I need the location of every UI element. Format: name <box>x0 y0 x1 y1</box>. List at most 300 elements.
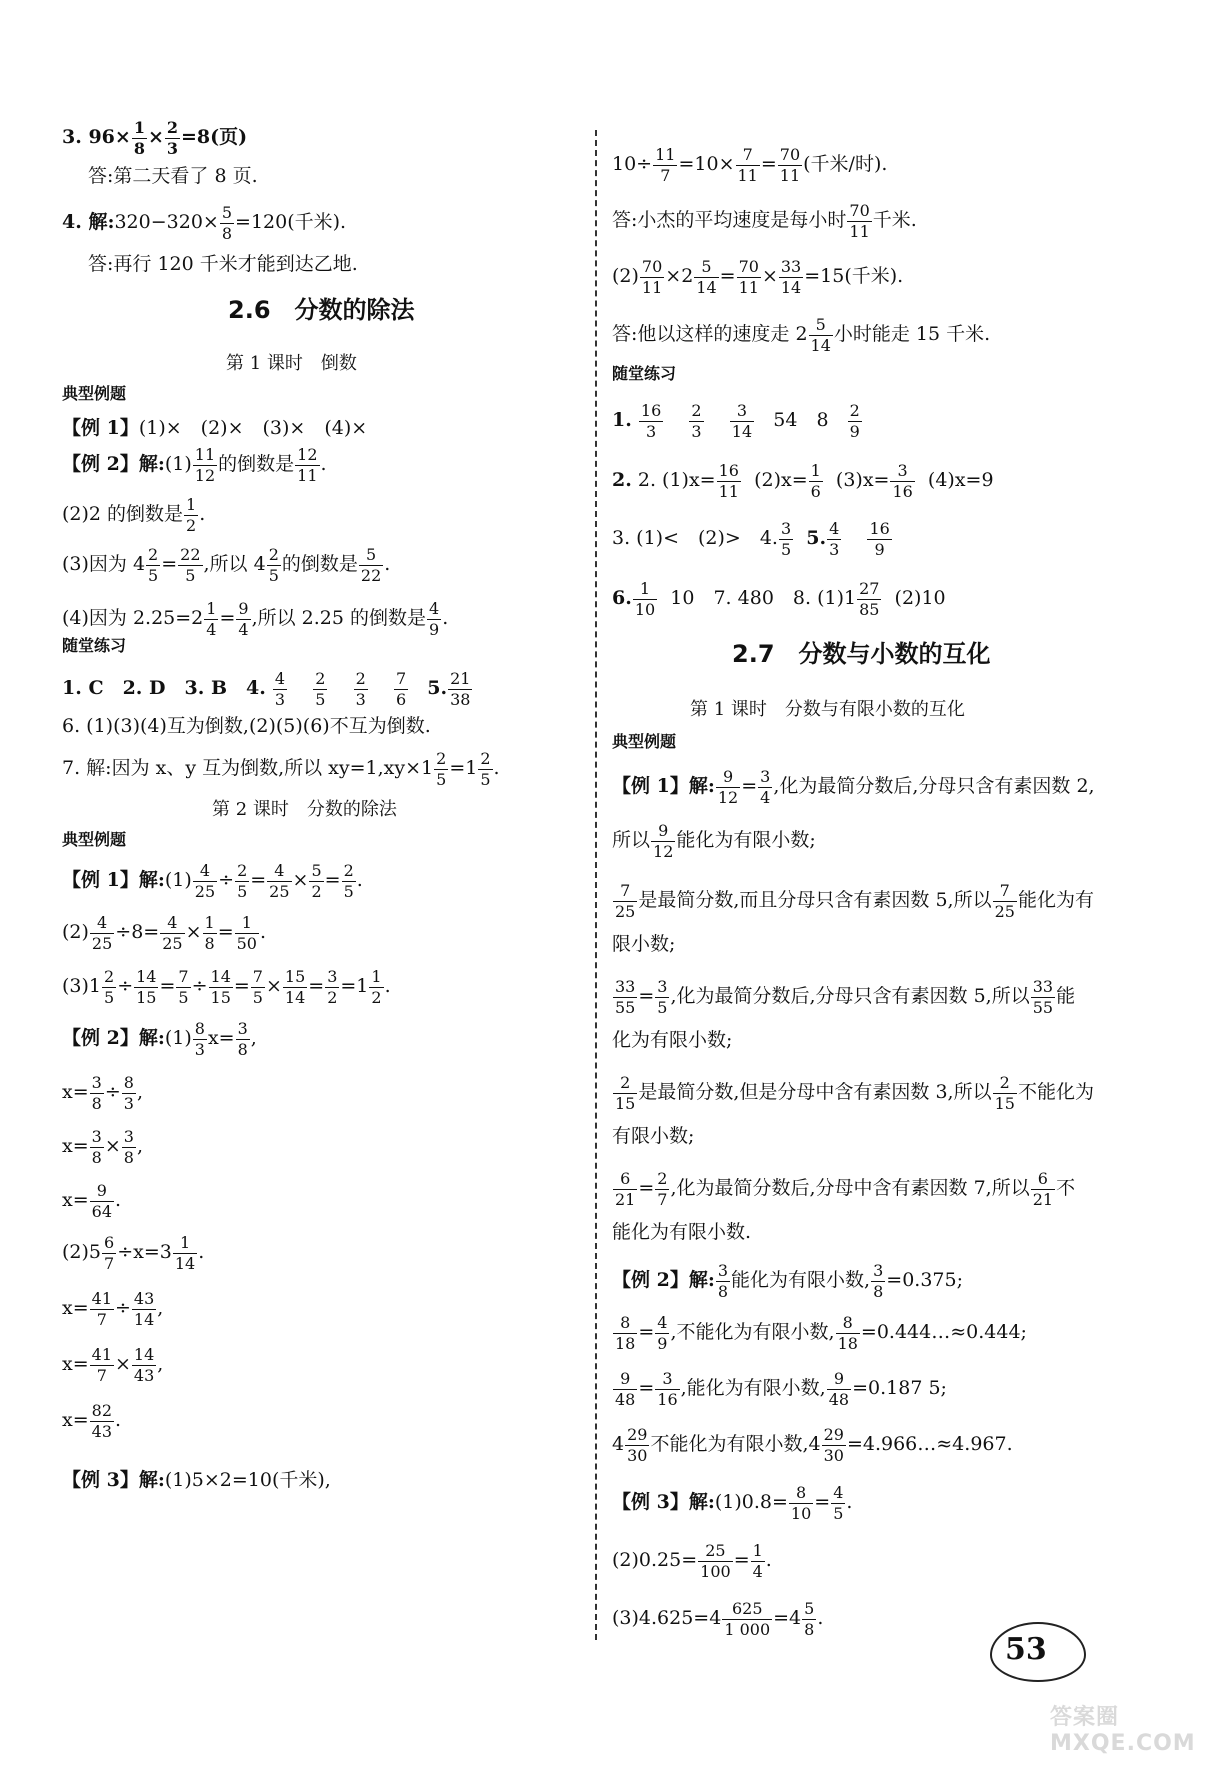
practice-1-5: 1. C 2. D 3. B 4. $\frac{4}{3}$ $\frac{2}{5}$ $\frac{2}{3}$ $\frac{7}{6}$ 5. $\frac{21}{38}$ <box>62 668 471 709</box>
fraction <box>613 1072 637 1113</box>
fraction-denominator: 25 <box>91 933 113 953</box>
fraction-denominator: 11 <box>849 221 870 241</box>
fraction-numerator: 5 <box>221 202 233 222</box>
fraction-numerator: 11 <box>655 144 676 164</box>
fraction <box>236 1018 250 1059</box>
fraction <box>689 400 703 441</box>
fraction-denominator: 5 <box>780 539 792 559</box>
fraction-numerator: 5 <box>311 860 322 880</box>
fraction-denominator: 5 <box>315 689 326 709</box>
fraction-denominator: 2 <box>311 881 322 901</box>
fraction <box>209 966 233 1007</box>
fraction <box>132 1288 156 1329</box>
fraction-numerator: 4 <box>657 1312 668 1332</box>
example-1-right-line-7: $\frac{2}{15}$ 是最简分数,但是分母中含有素因数 3,所以 $\frac{2}{15}$ 不能化为 <box>615 1072 1094 1113</box>
fraction <box>847 200 871 241</box>
subheading-practice-right: 随堂练习 <box>612 364 677 383</box>
fraction-numerator: 1 <box>633 581 657 600</box>
practice-right-6-8: 6. $\frac{1}{10}$ 10 7. 480 8. (1)1 $\frac{27}{85}$ (2)10 <box>612 578 946 619</box>
fraction-numerator: 3 <box>760 766 771 786</box>
fraction-denominator: 11 <box>641 277 663 297</box>
fraction-numerator: 22 <box>180 544 201 564</box>
fraction <box>655 1368 679 1409</box>
fraction <box>267 860 291 901</box>
example-2-part-2: (2)2 的倒数是 $\frac{1}{2}$ . <box>62 494 206 535</box>
answer-3: 3. 96× $\frac{1}{8}$ × $\frac{2}{3}$ =8(页) <box>62 117 248 158</box>
fraction-denominator: 11 <box>718 481 739 501</box>
fraction-denominator: 21 <box>615 1189 636 1209</box>
fraction <box>993 1072 1017 1113</box>
fraction-denominator: 9 <box>657 1333 668 1353</box>
fraction-denominator: 100 <box>700 1561 731 1581</box>
fraction <box>778 144 802 185</box>
fraction <box>448 668 472 709</box>
fraction-numerator: 1 <box>204 912 215 932</box>
fraction-denominator: 3 <box>691 421 702 441</box>
fraction-denominator: 38 <box>450 689 471 709</box>
fraction-denominator: 6 <box>395 689 407 709</box>
example-1-part-1: 【例 1】解:(1) $\frac{4}{25}$ ÷ $\frac{2}{5}$ = $\frac{4}{25}$ × $\frac{5}{2}$ = $\frac{2}{5}$ . <box>62 860 363 901</box>
fraction <box>625 1424 649 1465</box>
fraction-denominator: 14 <box>810 335 831 355</box>
fraction-numerator: 4 <box>429 598 440 618</box>
fraction-numerator: 1 <box>752 1540 763 1560</box>
fraction <box>146 544 160 585</box>
section-title-2-7: 2.7 分数与小数的互化 <box>732 640 991 668</box>
fraction <box>359 544 383 585</box>
fraction-numerator: 8 <box>194 1018 205 1038</box>
fraction-denominator: 4 <box>752 1561 763 1581</box>
fraction-denominator: 25 <box>269 881 290 901</box>
fraction-denominator: 8 <box>204 933 215 953</box>
fraction-numerator: 2 <box>691 400 702 420</box>
fraction-numerator: 29 <box>627 1424 648 1444</box>
fraction-numerator: 82 <box>91 1400 112 1420</box>
example-1-right-line-3: $\frac{7}{25}$ 是最简分数,而且分母只含有素因数 5,所以 $\frac{7}{25}$ 能化为有 <box>615 880 1094 921</box>
fraction-denominator: 2 <box>327 987 338 1007</box>
fraction <box>871 1260 885 1301</box>
fraction-denominator: 7 <box>96 1365 107 1385</box>
fraction-numerator: 33 <box>1032 976 1054 996</box>
fraction-numerator: 8 <box>789 1485 813 1504</box>
fraction-denominator: 64 <box>91 1201 112 1221</box>
fraction-numerator: 2 <box>237 860 248 880</box>
fraction-numerator: 3 <box>780 518 792 538</box>
fraction-denominator: 25 <box>162 933 183 953</box>
fraction-numerator: 7 <box>613 883 637 902</box>
fraction-denominator: 8 <box>91 1093 102 1113</box>
watermark-logo: 答案圈 MXQE.COM <box>1050 1705 1196 1756</box>
lesson-title-2: 第 2 课时 分数的除法 <box>212 799 397 820</box>
fraction-denominator: 5 <box>833 1503 844 1523</box>
fraction <box>369 966 383 1007</box>
fraction <box>478 748 492 789</box>
fraction-denominator: 8 <box>804 1619 815 1639</box>
fraction-denominator: 5 <box>343 881 354 901</box>
example-3-answer-2: 答:他以这样的速度走 2 $\frac{5}{14}$ 小时能走 15 千米. <box>612 314 991 355</box>
subheading-practice: 随堂练习 <box>62 636 127 655</box>
example-2-eq-2: (2)5 $\frac{6}{7}$ ÷x=3 $\frac{1}{14}$ . <box>62 1232 205 1273</box>
fraction <box>639 400 663 441</box>
fraction-denominator: 10 <box>634 599 656 619</box>
fraction-numerator: 4 <box>193 863 217 882</box>
fraction-numerator: 3 <box>657 976 668 996</box>
fraction <box>633 578 657 619</box>
fraction-numerator: 9 <box>238 598 249 618</box>
fraction <box>730 400 754 441</box>
section-title-2-6: 2.6 分数的除法 <box>228 296 415 324</box>
fraction-denominator: 2 <box>186 515 197 535</box>
fraction <box>651 820 675 861</box>
example-2-part-3: (3)因为 4 $\frac{2}{5}$ = $\frac{22}{5}$ ,所以 4 $\frac{2}{5}$ 的倒数是 $\frac{5}{22}$ . <box>62 544 391 585</box>
fraction-numerator: 6 <box>613 1171 637 1190</box>
fraction <box>193 444 217 485</box>
example-2-right-line-4: 4 $\frac{29}{30}$ 不能化为有限小数,4 $\frac{29}{30}$ =4.966…≈4.967. <box>612 1424 1013 1465</box>
fraction <box>193 1018 207 1059</box>
fraction <box>90 1072 104 1113</box>
fraction <box>822 1424 846 1465</box>
example-2-step-c: x= $\frac{9}{64}$ . <box>62 1180 122 1221</box>
fraction-denominator: 3 <box>645 421 657 441</box>
fraction-numerator: 3 <box>655 1371 679 1390</box>
fraction <box>434 748 448 789</box>
fraction <box>613 1368 637 1409</box>
fraction-denominator: 12 <box>717 787 739 807</box>
fraction-numerator: 5 <box>359 547 383 566</box>
fraction <box>325 966 339 1007</box>
fraction-denominator: 11 <box>738 277 759 297</box>
subheading-typical-examples-right: 典型例题 <box>612 732 677 751</box>
fraction <box>90 1288 114 1329</box>
fraction-numerator: 1 <box>810 460 821 480</box>
fraction <box>102 966 116 1007</box>
fraction-denominator: 4 <box>760 787 771 807</box>
fraction <box>890 460 914 501</box>
fraction <box>90 912 114 953</box>
fraction-denominator: 7 <box>96 1309 107 1329</box>
fraction-denominator: 8 <box>221 223 233 243</box>
fraction-numerator: 70 <box>849 200 870 220</box>
fraction-numerator: 25 <box>698 1543 733 1562</box>
fraction <box>751 1540 765 1581</box>
fraction-denominator: 11 <box>297 465 318 485</box>
fraction <box>309 860 323 901</box>
fraction <box>132 1344 156 1385</box>
fraction-numerator: 1 <box>173 1235 197 1254</box>
fraction-numerator: 70 <box>641 256 663 276</box>
fraction <box>836 1312 860 1353</box>
fraction <box>655 1168 669 1209</box>
example-3-speed: 10÷ $\frac{11}{7}$ =10× $\frac{7}{11}$ = $\frac{70}{11}$ (千米/时). <box>612 144 888 185</box>
fraction-denominator: 5 <box>178 987 189 1007</box>
fraction-denominator: 48 <box>828 1389 850 1409</box>
fraction <box>698 1540 733 1581</box>
fraction-numerator: 70 <box>779 144 801 164</box>
fraction-numerator: 9 <box>827 1371 851 1390</box>
fraction <box>90 1126 104 1167</box>
fraction-numerator: 4 <box>274 668 286 688</box>
fraction-denominator: 8 <box>133 138 145 158</box>
fraction-numerator: 1 <box>235 915 259 934</box>
fraction <box>235 912 259 953</box>
fraction-denominator: 3 <box>194 1039 205 1059</box>
fraction-numerator: 3 <box>717 1260 729 1280</box>
fraction-numerator: 7 <box>736 147 760 166</box>
fraction <box>102 1232 116 1273</box>
fraction <box>122 1126 136 1167</box>
fraction <box>827 1368 851 1409</box>
example-1-right-line-5: $\frac{33}{55}$ = $\frac{3}{5}$ ,化为最简分数后,分母只含有素因数 5,所以 $\frac{33}{55}$ 能 <box>615 976 1076 1017</box>
fraction-denominator: 8 <box>91 1147 102 1167</box>
fraction-numerator: 12 <box>297 444 318 464</box>
fraction-numerator: 4 <box>833 1482 844 1502</box>
fraction-denominator: 55 <box>1032 997 1054 1017</box>
fraction-denominator: 8 <box>717 1281 729 1301</box>
fraction <box>1031 976 1055 1017</box>
fraction-numerator: 5 <box>809 317 833 336</box>
fraction-numerator: 2 <box>436 748 447 768</box>
fraction <box>132 117 147 158</box>
example-2-right-line-2: $\frac{8}{18}$ = $\frac{4}{9}$ ,不能化为有限小数, $\frac{8}{18}$ =0.444…≈0.444; <box>615 1312 1027 1353</box>
example-3-right-line-3: (3)4.625=4 $\frac{625}{1 000}$ =4 $\frac{5}{8}$ . <box>612 1598 824 1639</box>
fraction-denominator: 5 <box>185 565 196 585</box>
fraction-numerator: 3 <box>123 1126 134 1146</box>
fraction-denominator: 3 <box>355 689 366 709</box>
fraction-numerator: 2 <box>268 544 279 564</box>
fraction <box>867 518 891 559</box>
column-divider <box>595 130 597 1640</box>
example-2-right-line-1: 【例 2】解: $\frac{3}{8}$ 能化为有限小数, $\frac{3}{8}$ =0.375; <box>612 1260 963 1301</box>
fraction-denominator: 9 <box>429 619 440 639</box>
fraction-denominator: 15 <box>615 1093 636 1113</box>
answer-3-conclusion: 答:第二天看了 8 页. <box>88 165 258 187</box>
example-2-part-1: 【例 2】解:(1) $\frac{11}{12}$ 的倒数是 $\frac{12}{11}$ . <box>62 444 327 485</box>
example-2-part-4: (4)因为 2.25=2 $\frac{1}{4}$ = $\frac{9}{4}$ ,所以 2.25 的倒数是 $\frac{4}{9}$ . <box>62 598 449 639</box>
lesson-title-2-7-1: 第 1 课时 分数与有限小数的互化 <box>690 699 965 720</box>
fraction <box>220 202 234 243</box>
fraction-denominator: 21 <box>1032 1189 1054 1209</box>
fraction <box>613 1168 637 1209</box>
fraction-numerator: 29 <box>823 1424 844 1444</box>
example-1-right-line-9: $\frac{6}{21}$ = $\frac{2}{7}$ ,化为最简分数后,分母中含有素因数 7,所以 $\frac{6}{21}$ 不 <box>615 1168 1076 1209</box>
fraction <box>716 1260 730 1301</box>
subheading-typical-examples: 典型例题 <box>62 384 127 403</box>
fraction <box>655 976 669 1017</box>
fraction <box>716 766 740 807</box>
fraction-numerator: 15 <box>284 966 306 986</box>
fraction-numerator: 5 <box>804 1598 815 1618</box>
fraction <box>694 256 718 297</box>
fraction <box>295 444 319 485</box>
fraction-denominator: 15 <box>210 987 231 1007</box>
fraction <box>173 1232 197 1273</box>
fraction-numerator: 9 <box>651 823 675 842</box>
fraction-denominator: 11 <box>779 165 801 185</box>
fraction-numerator: 3 <box>730 403 754 422</box>
fraction-numerator: 5 <box>694 259 718 278</box>
fraction-numerator: 16 <box>869 518 890 538</box>
fraction-numerator: 1 <box>133 117 145 137</box>
example-1: 【例 1】(1)× (2)× (3)× (4)× <box>62 417 368 439</box>
fraction-denominator: 30 <box>823 1445 844 1465</box>
fraction <box>789 1482 813 1523</box>
fraction-numerator: 2 <box>166 117 179 137</box>
fraction-denominator: 14 <box>284 987 306 1007</box>
example-3-answer-1: 答:小杰的平均速度是每小时 $\frac{70}{11}$ 千米. <box>612 200 917 241</box>
fraction-numerator: 6 <box>104 1232 115 1252</box>
fraction-denominator: 48 <box>615 1389 636 1409</box>
example-3-right-line-1: 【例 3】解:(1)0.8= $\frac{8}{10}$ = $\frac{4}{5}$ . <box>612 1482 853 1523</box>
fraction <box>640 256 664 297</box>
example-1-part-3: (3)1 $\frac{2}{5}$ ÷ $\frac{14}{15}$ = $\frac{7}{5}$ ÷ $\frac{14}{15}$ = $\frac{7}{5}$ × $\frac{15}{14}$ = $\frac{3}{2}$ =1 $\frac{1}{2}$ . <box>62 966 391 1007</box>
fraction-denominator: 5 <box>252 987 263 1007</box>
fraction-denominator: 11 <box>737 165 758 185</box>
fraction-denominator: 7 <box>657 1189 668 1209</box>
fraction-numerator: 4 <box>90 915 114 934</box>
example-2-eq-1: 【例 2】解:(1) $\frac{8}{3}$ x= $\frac{3}{8}$ , <box>62 1018 257 1059</box>
fraction-numerator: 16 <box>718 460 739 480</box>
fraction-denominator: 16 <box>657 1389 678 1409</box>
fraction <box>802 1598 816 1639</box>
fraction-numerator: 41 <box>91 1288 112 1308</box>
fraction-denominator: 4 <box>238 619 249 639</box>
fraction-denominator: 3 <box>829 539 840 559</box>
fraction-numerator: 1 <box>206 598 217 618</box>
example-2-step-b: x= $\frac{3}{8}$ × $\frac{3}{8}$ , <box>62 1126 143 1167</box>
fraction-numerator: 8 <box>123 1072 134 1092</box>
fraction <box>165 117 180 158</box>
subheading-typical-examples-2: 典型例题 <box>62 830 127 849</box>
fraction-numerator: 43 <box>133 1288 155 1308</box>
fraction-numerator: 7 <box>252 966 263 986</box>
example-2-step-f: x= $\frac{82}{43}$ . <box>62 1400 122 1441</box>
fraction-denominator: 55 <box>615 997 636 1017</box>
fraction-numerator: 2 <box>657 1168 668 1188</box>
fraction <box>193 860 217 901</box>
fraction <box>737 256 761 297</box>
fraction-numerator: 27 <box>859 578 880 598</box>
fraction-numerator: 625 <box>722 1601 772 1620</box>
fraction-numerator: 2 <box>315 668 326 688</box>
practice-7: 7. 解:因为 x、y 互为倒数,所以 xy=1,xy×1 $\frac{2}{5}$ =1 $\frac{2}{5}$ . <box>62 748 500 789</box>
fraction-denominator: 8 <box>237 1039 248 1059</box>
example-3-part-2: (2) $\frac{70}{11}$ ×2 $\frac{5}{14}$ = $\frac{70}{11}$ × $\frac{33}{14}$ =15(千米). <box>612 256 904 297</box>
fraction-denominator: 5 <box>148 565 159 585</box>
lesson-title-1: 第 1 课时 倒数 <box>226 353 357 374</box>
fraction <box>653 144 677 185</box>
fraction-numerator: 8 <box>613 1315 637 1334</box>
fraction <box>267 544 281 585</box>
practice-right-1: 1. $\frac{16}{3}$ $\frac{2}{3}$ $\frac{3}{14}$ 54 8 $\frac{2}{9}$ <box>612 400 860 441</box>
fraction-denominator: 7 <box>660 165 671 185</box>
fraction-numerator: 2 <box>104 966 115 986</box>
example-3-part-1: 【例 3】解:(1)5×2=10(千米), <box>62 1469 331 1491</box>
fraction-denominator: 50 <box>236 933 257 953</box>
fraction-numerator: 33 <box>780 256 802 276</box>
fraction-numerator: 1 <box>371 966 382 986</box>
fraction-denominator: 5 <box>268 565 279 585</box>
fraction <box>993 880 1017 921</box>
fraction-numerator: 1 <box>186 494 197 514</box>
fraction-denominator: 5 <box>104 987 115 1007</box>
fraction <box>204 598 218 639</box>
practice-right-3-5: 3. (1)< (2)> 4. $\frac{3}{5}$ 5. $\frac{4}{3}$ $\frac{16}{9}$ <box>612 518 890 559</box>
fraction <box>178 544 202 585</box>
fraction-denominator: 43 <box>133 1365 155 1385</box>
fraction-denominator: 5 <box>480 769 491 789</box>
fraction <box>722 1598 772 1639</box>
fraction-denominator: 9 <box>849 421 860 441</box>
fraction-numerator: 3 <box>327 966 338 986</box>
example-1-right-line-1: 【例 1】解: $\frac{9}{12}$ = $\frac{3}{4}$ ,化为最简分数后,分母只含有素因数 2, <box>612 766 1095 807</box>
fraction <box>203 912 217 953</box>
fraction <box>827 518 841 559</box>
fraction-numerator: 70 <box>738 256 759 276</box>
fraction-denominator: 85 <box>859 599 880 619</box>
fraction <box>134 966 158 1007</box>
example-1-right-line-10: 能化为有限小数. <box>612 1221 752 1243</box>
fraction <box>251 966 265 1007</box>
fraction-numerator: 7 <box>993 883 1017 902</box>
fraction-numerator: 4 <box>160 915 184 934</box>
fraction-numerator: 2 <box>148 544 159 564</box>
practice-6: 6. (1)(3)(4)互为倒数,(2)(5)(6)不互为倒数. <box>62 715 431 737</box>
fraction-denominator: 5 <box>436 769 447 789</box>
fraction-numerator: 3 <box>91 1072 102 1092</box>
fraction-denominator: 12 <box>194 465 216 485</box>
fraction <box>655 1312 669 1353</box>
fraction-numerator: 2 <box>343 860 354 880</box>
fraction-numerator: 2 <box>355 668 366 688</box>
fraction-denominator: 30 <box>627 1445 648 1465</box>
example-1-right-line-2: 所以 $\frac{9}{12}$ 能化为有限小数; <box>612 820 816 861</box>
fraction-denominator: 5 <box>237 881 248 901</box>
fraction-denominator: 3 <box>274 689 286 709</box>
fraction <box>427 598 441 639</box>
fraction-numerator: 2 <box>993 1075 1017 1094</box>
fraction-denominator: 6 <box>810 481 821 501</box>
fraction-numerator: 11 <box>194 444 216 464</box>
fraction <box>831 1482 845 1523</box>
fraction <box>809 460 823 501</box>
fraction-numerator: 9 <box>90 1183 114 1202</box>
fraction-numerator: 41 <box>91 1344 112 1364</box>
fraction <box>122 1072 136 1113</box>
fraction <box>779 256 803 297</box>
page-number: 53 <box>1005 1632 1047 1667</box>
fraction-numerator: 7 <box>178 966 189 986</box>
fraction-numerator: 3 <box>91 1126 102 1146</box>
fraction <box>758 766 772 807</box>
example-2-step-d: x= $\frac{41}{7}$ ÷ $\frac{43}{14}$ , <box>62 1288 164 1329</box>
fraction <box>613 1312 637 1353</box>
fraction <box>848 400 862 441</box>
example-1-right-line-6: 化为有限小数; <box>612 1029 733 1051</box>
fraction-denominator: 15 <box>136 987 157 1007</box>
practice-right-2: 2. 2. (1)x= $\frac{16}{11}$ (2)x= $\frac{1}{6}$ (3)x= $\frac{3}{16}$ (4)x=9 <box>612 460 994 501</box>
fraction <box>342 860 356 901</box>
fraction <box>857 578 881 619</box>
fraction <box>160 912 184 953</box>
fraction-denominator: 7 <box>104 1253 115 1273</box>
fraction-denominator: 15 <box>994 1093 1015 1113</box>
fraction-denominator: 10 <box>790 1503 812 1523</box>
fraction-denominator: 8 <box>873 1281 884 1301</box>
fraction-denominator: 14 <box>133 1309 155 1329</box>
example-2-right-line-3: $\frac{9}{48}$ = $\frac{3}{16}$ ,能化为有限小数, $\frac{9}{48}$ =0.187 5; <box>615 1368 947 1409</box>
fraction <box>736 144 760 185</box>
example-2-step-e: x= $\frac{41}{7}$ × $\frac{14}{43}$ , <box>62 1344 164 1385</box>
